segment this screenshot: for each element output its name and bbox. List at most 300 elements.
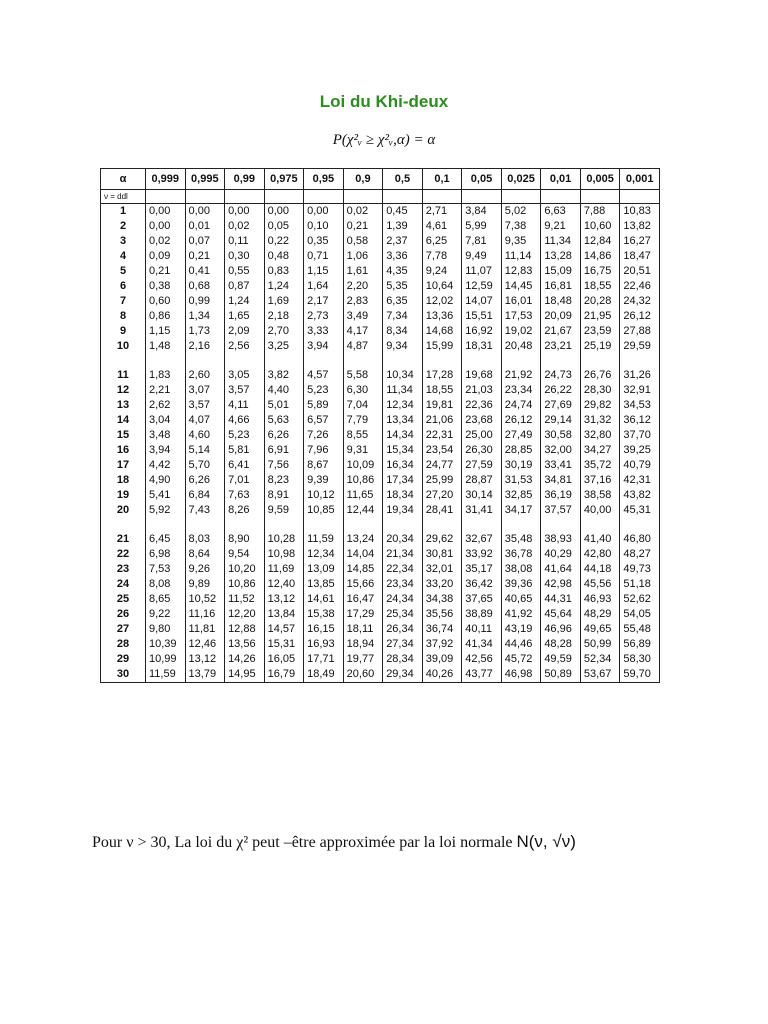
- value-cell: 26,12: [501, 413, 541, 428]
- value-cell: 4,60: [185, 428, 225, 443]
- value-cell: 5,99: [462, 219, 502, 234]
- spacer-cell: [101, 518, 146, 532]
- value-cell: 0,05: [264, 219, 304, 234]
- value-cell: 21,06: [422, 413, 462, 428]
- ddl-cell: 18: [101, 473, 146, 488]
- value-cell: 14,07: [462, 294, 502, 309]
- value-cell: 2,16: [185, 339, 225, 354]
- value-cell: 6,91: [264, 443, 304, 458]
- value-cell: 2,09: [225, 324, 265, 339]
- alpha-header-cell: 0,5: [383, 169, 423, 190]
- spacer-cell: [620, 354, 660, 368]
- ddl-cell: 25: [101, 592, 146, 607]
- spacer-cell: [264, 354, 304, 368]
- subheader-empty-cell: [462, 190, 502, 204]
- value-cell: 52,62: [620, 592, 660, 607]
- value-cell: 29,34: [383, 667, 423, 683]
- value-cell: 33,92: [462, 547, 502, 562]
- value-cell: 4,07: [185, 413, 225, 428]
- alpha-header-cell: 0,9: [343, 169, 383, 190]
- value-cell: 7,79: [343, 413, 383, 428]
- value-cell: 10,64: [422, 279, 462, 294]
- value-cell: 3,33: [304, 324, 344, 339]
- value-cell: 30,14: [462, 488, 502, 503]
- value-cell: 32,00: [541, 443, 581, 458]
- value-cell: 26,30: [462, 443, 502, 458]
- subheader-empty-cell: [225, 190, 265, 204]
- value-cell: 40,29: [541, 547, 581, 562]
- ddl-cell: 13: [101, 398, 146, 413]
- value-cell: 46,98: [501, 667, 541, 683]
- group-spacer-row: [101, 518, 660, 532]
- value-cell: 0,41: [185, 264, 225, 279]
- value-cell: 8,34: [383, 324, 423, 339]
- value-cell: 0,02: [225, 219, 265, 234]
- value-cell: 3,82: [264, 368, 304, 383]
- value-cell: 52,34: [580, 652, 620, 667]
- table-row: [101, 309, 660, 324]
- value-cell: 31,41: [462, 503, 502, 518]
- value-cell: 14,95: [225, 667, 265, 683]
- value-cell: 0,10: [304, 219, 344, 234]
- value-cell: 3,48: [146, 428, 186, 443]
- alpha-header-cell: 0,001: [620, 169, 660, 190]
- value-cell: 23,68: [462, 413, 502, 428]
- value-cell: 18,49: [304, 667, 344, 683]
- table-row: [101, 234, 660, 249]
- value-cell: 25,99: [422, 473, 462, 488]
- alpha-header-cell: 0,005: [580, 169, 620, 190]
- spacer-cell: [146, 518, 186, 532]
- value-cell: 1,69: [264, 294, 304, 309]
- value-cell: 2,70: [264, 324, 304, 339]
- spacer-cell: [383, 518, 423, 532]
- value-cell: 11,34: [383, 383, 423, 398]
- value-cell: 3,49: [343, 309, 383, 324]
- value-cell: 8,65: [146, 592, 186, 607]
- ddl-subheader-row: [101, 190, 660, 204]
- spacer-cell: [462, 354, 502, 368]
- value-cell: 0,00: [146, 219, 186, 234]
- value-cell: 11,65: [343, 488, 383, 503]
- value-cell: 21,34: [383, 547, 423, 562]
- value-cell: 10,83: [620, 204, 660, 220]
- value-cell: 0,00: [146, 204, 186, 220]
- value-cell: 1,73: [185, 324, 225, 339]
- value-cell: 9,21: [541, 219, 581, 234]
- spacer-cell: [304, 518, 344, 532]
- value-cell: 4,90: [146, 473, 186, 488]
- value-cell: 37,65: [462, 592, 502, 607]
- value-cell: 16,47: [343, 592, 383, 607]
- value-cell: 7,96: [304, 443, 344, 458]
- table-row: [101, 488, 660, 503]
- spacer-cell: [304, 354, 344, 368]
- spacer-cell: [580, 518, 620, 532]
- spacer-cell: [501, 354, 541, 368]
- value-cell: 9,39: [304, 473, 344, 488]
- value-cell: 4,42: [146, 458, 186, 473]
- spacer-cell: [185, 354, 225, 368]
- value-cell: 15,99: [422, 339, 462, 354]
- value-cell: 29,14: [541, 413, 581, 428]
- value-cell: 36,19: [541, 488, 581, 503]
- value-cell: 10,34: [383, 368, 423, 383]
- ddl-cell: 4: [101, 249, 146, 264]
- value-cell: 8,23: [264, 473, 304, 488]
- value-cell: 11,59: [146, 667, 186, 683]
- value-cell: 14,68: [422, 324, 462, 339]
- value-cell: 6,45: [146, 532, 186, 547]
- value-cell: 45,64: [541, 607, 581, 622]
- value-cell: 8,64: [185, 547, 225, 562]
- value-cell: 23,34: [501, 383, 541, 398]
- value-cell: 6,25: [422, 234, 462, 249]
- spacer-cell: [225, 354, 265, 368]
- value-cell: 11,07: [462, 264, 502, 279]
- value-cell: 27,69: [541, 398, 581, 413]
- value-cell: 29,82: [580, 398, 620, 413]
- value-cell: 0,21: [185, 249, 225, 264]
- value-cell: 5,23: [225, 428, 265, 443]
- value-cell: 0,00: [264, 204, 304, 220]
- value-cell: 37,92: [422, 637, 462, 652]
- value-cell: 14,57: [264, 622, 304, 637]
- value-cell: 36,74: [422, 622, 462, 637]
- value-cell: 8,03: [185, 532, 225, 547]
- ddl-cell: 17: [101, 458, 146, 473]
- value-cell: 40,00: [580, 503, 620, 518]
- ddl-cell: 14: [101, 413, 146, 428]
- value-cell: 35,48: [501, 532, 541, 547]
- value-cell: 13,79: [185, 667, 225, 683]
- value-cell: 21,67: [541, 324, 581, 339]
- value-cell: 1,39: [383, 219, 423, 234]
- value-cell: 9,24: [422, 264, 462, 279]
- value-cell: 51,18: [620, 577, 660, 592]
- subheader-empty-cell: [146, 190, 186, 204]
- table-row: [101, 443, 660, 458]
- value-cell: 5,35: [383, 279, 423, 294]
- value-cell: 26,12: [620, 309, 660, 324]
- ddl-cell: 3: [101, 234, 146, 249]
- value-cell: 45,72: [501, 652, 541, 667]
- value-cell: 6,30: [343, 383, 383, 398]
- value-cell: 18,31: [462, 339, 502, 354]
- value-cell: 14,45: [501, 279, 541, 294]
- value-cell: 31,32: [580, 413, 620, 428]
- value-cell: 18,47: [620, 249, 660, 264]
- value-cell: 27,59: [462, 458, 502, 473]
- value-cell: 13,34: [383, 413, 423, 428]
- value-cell: 48,29: [580, 607, 620, 622]
- value-cell: 24,77: [422, 458, 462, 473]
- ddl-cell: 29: [101, 652, 146, 667]
- value-cell: 16,01: [501, 294, 541, 309]
- value-cell: 32,67: [462, 532, 502, 547]
- value-cell: 43,19: [501, 622, 541, 637]
- value-cell: 22,34: [383, 562, 423, 577]
- value-cell: 38,93: [541, 532, 581, 547]
- value-cell: 18,34: [383, 488, 423, 503]
- subheader-empty-cell: [501, 190, 541, 204]
- value-cell: 0,30: [225, 249, 265, 264]
- value-cell: 28,87: [462, 473, 502, 488]
- value-cell: 25,34: [383, 607, 423, 622]
- value-cell: 16,79: [264, 667, 304, 683]
- value-cell: 13,24: [343, 532, 383, 547]
- value-cell: 16,75: [580, 264, 620, 279]
- value-cell: 12,40: [264, 577, 304, 592]
- ddl-cell: 11: [101, 368, 146, 383]
- value-cell: 35,56: [422, 607, 462, 622]
- value-cell: 33,41: [541, 458, 581, 473]
- value-cell: 18,94: [343, 637, 383, 652]
- value-cell: 8,91: [264, 488, 304, 503]
- value-cell: 0,48: [264, 249, 304, 264]
- value-cell: 0,22: [264, 234, 304, 249]
- value-cell: 4,61: [422, 219, 462, 234]
- value-cell: 16,34: [383, 458, 423, 473]
- value-cell: 6,84: [185, 488, 225, 503]
- value-cell: 12,44: [343, 503, 383, 518]
- value-cell: 17,53: [501, 309, 541, 324]
- value-cell: 7,53: [146, 562, 186, 577]
- value-cell: 16,27: [620, 234, 660, 249]
- spacer-cell: [541, 354, 581, 368]
- table-row: [101, 562, 660, 577]
- value-cell: 7,56: [264, 458, 304, 473]
- value-cell: 1,83: [146, 368, 186, 383]
- alpha-corner-label: α: [101, 169, 146, 190]
- subheader-empty-cell: [580, 190, 620, 204]
- value-cell: 48,27: [620, 547, 660, 562]
- value-cell: 27,34: [383, 637, 423, 652]
- value-cell: 8,90: [225, 532, 265, 547]
- ddl-cell: 19: [101, 488, 146, 503]
- value-cell: 3,25: [264, 339, 304, 354]
- value-cell: 36,42: [462, 577, 502, 592]
- value-cell: 6,98: [146, 547, 186, 562]
- value-cell: 28,30: [580, 383, 620, 398]
- spacer-cell: [146, 354, 186, 368]
- ddl-cell: 9: [101, 324, 146, 339]
- value-cell: 45,56: [580, 577, 620, 592]
- value-cell: 30,19: [501, 458, 541, 473]
- table-row: [101, 339, 660, 354]
- value-cell: 4,40: [264, 383, 304, 398]
- value-cell: 12,88: [225, 622, 265, 637]
- ddl-cell: 24: [101, 577, 146, 592]
- subheader-empty-cell: [422, 190, 462, 204]
- ddl-cell: 23: [101, 562, 146, 577]
- value-cell: 1,15: [304, 264, 344, 279]
- value-cell: 38,58: [580, 488, 620, 503]
- value-cell: 3,84: [462, 204, 502, 220]
- value-cell: 42,31: [620, 473, 660, 488]
- table-row: [101, 413, 660, 428]
- value-cell: 12,83: [501, 264, 541, 279]
- value-cell: 5,02: [501, 204, 541, 220]
- value-cell: 12,84: [580, 234, 620, 249]
- value-cell: 21,92: [501, 368, 541, 383]
- value-cell: 37,16: [580, 473, 620, 488]
- table-row: [101, 473, 660, 488]
- table-row: [101, 503, 660, 518]
- table-row: [101, 577, 660, 592]
- value-cell: 15,31: [264, 637, 304, 652]
- value-cell: 8,55: [343, 428, 383, 443]
- value-cell: 3,57: [225, 383, 265, 398]
- value-cell: 31,53: [501, 473, 541, 488]
- value-cell: 27,20: [422, 488, 462, 503]
- value-cell: 3,04: [146, 413, 186, 428]
- value-cell: 32,91: [620, 383, 660, 398]
- value-cell: 9,34: [383, 339, 423, 354]
- value-cell: 20,34: [383, 532, 423, 547]
- value-cell: 15,38: [304, 607, 344, 622]
- value-cell: 20,48: [501, 339, 541, 354]
- spacer-cell: [383, 354, 423, 368]
- value-cell: 1,24: [264, 279, 304, 294]
- value-cell: 7,38: [501, 219, 541, 234]
- ddl-cell: 16: [101, 443, 146, 458]
- value-cell: 10,52: [185, 592, 225, 607]
- value-cell: 7,63: [225, 488, 265, 503]
- subheader-empty-cell: [343, 190, 383, 204]
- value-cell: 36,78: [501, 547, 541, 562]
- value-cell: 11,69: [264, 562, 304, 577]
- table-row: [101, 383, 660, 398]
- value-cell: 14,85: [343, 562, 383, 577]
- value-cell: 49,73: [620, 562, 660, 577]
- value-cell: 10,86: [343, 473, 383, 488]
- value-cell: 34,53: [620, 398, 660, 413]
- value-cell: 7,88: [580, 204, 620, 220]
- value-cell: 29,59: [620, 339, 660, 354]
- ddl-cell: 7: [101, 294, 146, 309]
- value-cell: 43,82: [620, 488, 660, 503]
- alpha-header-cell: 0,99: [225, 169, 265, 190]
- value-cell: 19,77: [343, 652, 383, 667]
- alpha-header-cell: 0,995: [185, 169, 225, 190]
- value-cell: 5,14: [185, 443, 225, 458]
- value-cell: 13,82: [620, 219, 660, 234]
- subheader-empty-cell: [264, 190, 304, 204]
- value-cell: 0,00: [304, 204, 344, 220]
- value-cell: 0,02: [343, 204, 383, 220]
- ddl-cell: 10: [101, 339, 146, 354]
- footer-normal-law: N(ν, √ν): [516, 832, 576, 851]
- value-cell: 5,70: [185, 458, 225, 473]
- value-cell: 13,12: [264, 592, 304, 607]
- page-title: Loi du Khi-deux: [319, 92, 449, 111]
- value-cell: 0,60: [146, 294, 186, 309]
- value-cell: 0,55: [225, 264, 265, 279]
- table-row: [101, 279, 660, 294]
- value-cell: 10,60: [580, 219, 620, 234]
- value-cell: 20,28: [580, 294, 620, 309]
- ddl-cell: 2: [101, 219, 146, 234]
- value-cell: 1,34: [185, 309, 225, 324]
- value-cell: 24,34: [383, 592, 423, 607]
- value-cell: 15,66: [343, 577, 383, 592]
- spacer-cell: [225, 518, 265, 532]
- value-cell: 45,31: [620, 503, 660, 518]
- value-cell: 39,09: [422, 652, 462, 667]
- value-cell: 44,31: [541, 592, 581, 607]
- ddl-cell: 15: [101, 428, 146, 443]
- value-cell: 53,67: [580, 667, 620, 683]
- value-cell: 13,84: [264, 607, 304, 622]
- value-cell: 5,41: [146, 488, 186, 503]
- value-cell: 27,88: [620, 324, 660, 339]
- value-cell: 16,81: [541, 279, 581, 294]
- value-cell: 49,59: [541, 652, 581, 667]
- value-cell: 2,18: [264, 309, 304, 324]
- value-cell: 40,65: [501, 592, 541, 607]
- alpha-header-cell: 0,95: [304, 169, 344, 190]
- value-cell: 27,49: [501, 428, 541, 443]
- ddl-cell: 5: [101, 264, 146, 279]
- value-cell: 0,99: [185, 294, 225, 309]
- value-cell: 56,89: [620, 637, 660, 652]
- value-cell: 14,04: [343, 547, 383, 562]
- value-cell: 1,61: [343, 264, 383, 279]
- value-cell: 5,92: [146, 503, 186, 518]
- value-cell: 6,26: [185, 473, 225, 488]
- value-cell: 46,96: [541, 622, 581, 637]
- value-cell: 23,34: [383, 577, 423, 592]
- value-cell: 2,17: [304, 294, 344, 309]
- value-cell: 7,34: [383, 309, 423, 324]
- value-cell: 55,48: [620, 622, 660, 637]
- spacer-cell: [462, 518, 502, 532]
- value-cell: 3,94: [304, 339, 344, 354]
- value-cell: 33,20: [422, 577, 462, 592]
- value-cell: 17,29: [343, 607, 383, 622]
- value-cell: 16,05: [264, 652, 304, 667]
- value-cell: 0,01: [185, 219, 225, 234]
- subheader-empty-cell: [304, 190, 344, 204]
- ddl-cell: 26: [101, 607, 146, 622]
- spacer-cell: [343, 518, 383, 532]
- value-cell: 10,09: [343, 458, 383, 473]
- alpha-header-cell: 0,025: [501, 169, 541, 190]
- value-cell: 1,64: [304, 279, 344, 294]
- value-cell: 0,11: [225, 234, 265, 249]
- value-cell: 46,80: [620, 532, 660, 547]
- value-cell: 14,34: [383, 428, 423, 443]
- table-row: [101, 368, 660, 383]
- value-cell: 26,34: [383, 622, 423, 637]
- value-cell: 3,36: [383, 249, 423, 264]
- value-cell: 34,38: [422, 592, 462, 607]
- value-cell: 17,34: [383, 473, 423, 488]
- ddl-label: ν = ddl: [101, 190, 146, 204]
- value-cell: 41,40: [580, 532, 620, 547]
- value-cell: 10,99: [146, 652, 186, 667]
- ddl-cell: 1: [101, 204, 146, 220]
- ddl-cell: 20: [101, 503, 146, 518]
- value-cell: 9,22: [146, 607, 186, 622]
- value-cell: 24,74: [501, 398, 541, 413]
- value-cell: 0,00: [185, 204, 225, 220]
- ddl-cell: 12: [101, 383, 146, 398]
- value-cell: 0,71: [304, 249, 344, 264]
- value-cell: 6,26: [264, 428, 304, 443]
- value-cell: 0,58: [343, 234, 383, 249]
